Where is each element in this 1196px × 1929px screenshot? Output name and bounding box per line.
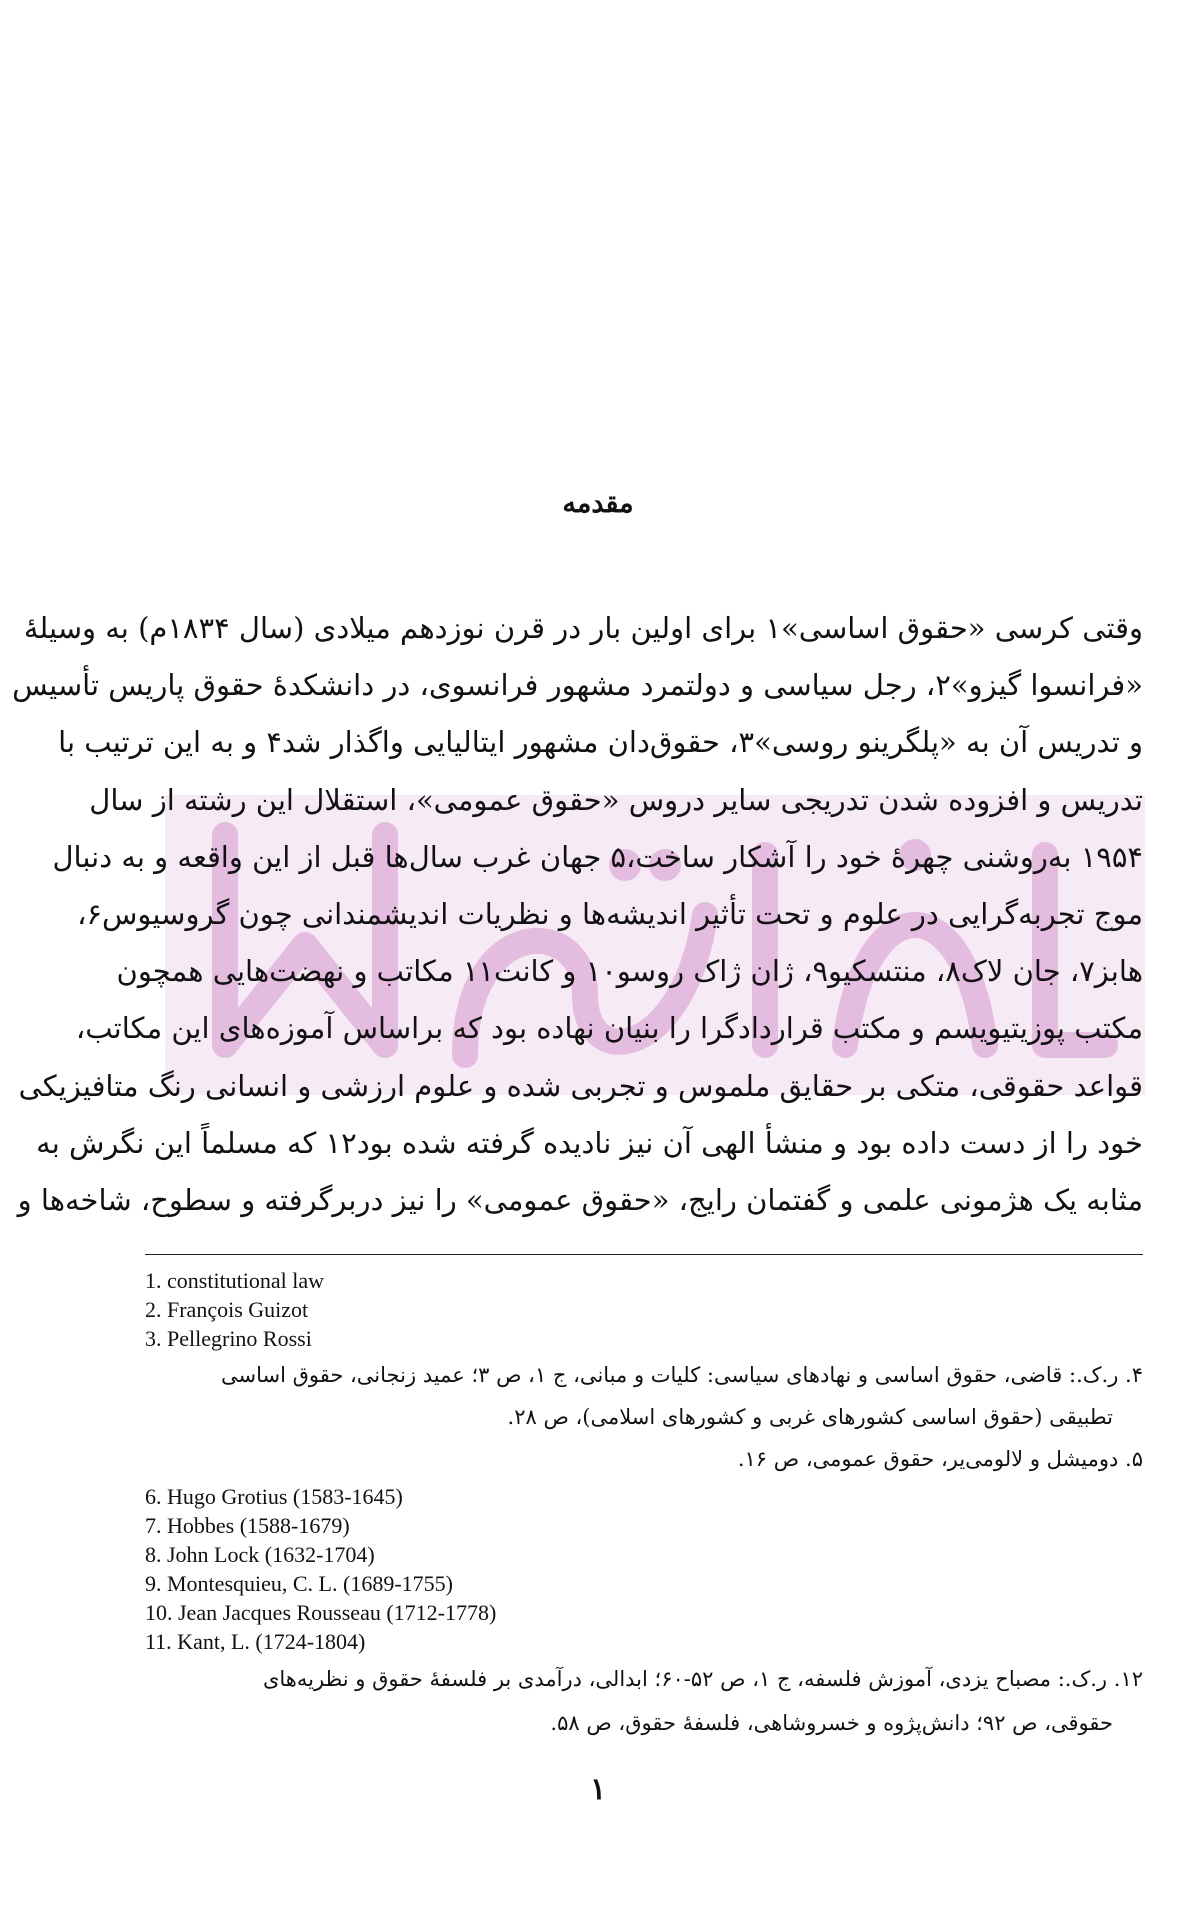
footnote-3: 3. Pellegrino Rossi [145,1326,312,1351]
footnote-separator [145,1254,1143,1255]
body-line: موج تجربه‌گرایی در علوم و تحت تأثیر اندیشه‌ها و نظریات اندیشمندانی چون گروسیوس۶، [77,896,1143,931]
body-line: وقتی کرسی «حقوق اساسی»۱ برای اولین بار در قرن نوزدهم میلادی (سال ۱۸۳۴م) به وسیلهٔ [23,611,1143,645]
body-line: ۱۹۵۴ به‌روشنی چهرهٔ خود را آشکار ساخت،۵ جهان غرب سال‌ها قبل از این واقعه و به دنبال [52,839,1143,874]
body-line: و تدریس آن به «پلگرینو روسی»۳، حقوق‌دان مشهور ایتالیایی واگذار شد۴ و به این ترتیب با [58,725,1143,760]
footnote-1: 1. constitutional law [145,1268,325,1293]
footnote-12: ۱۲. ر.ک.: مصباح یزدی، آموزش فلسفه، ج ۱، ص ۵۲-۶۰؛ ابدالی، درآمدی بر فلسفهٔ حقوق و نظریه‌های [262,1667,1143,1691]
footnote-4-continued: تطبیقی (حقوق اساسی کشورهای غربی و کشورهای اسلامی)، ص ۲۸. [507,1405,1113,1429]
body-line: مکتب پوزیتیویسم و مکتب قراردادگرا را بنیان نهاده بود که براساس آموزه‌های این مکاتب، [75,1011,1143,1046]
footnote-11: 11. Kant, L. (1724-1804) [145,1629,366,1654]
body-line: «فرانسوا گیزو»۲، رجل سیاسی و دولتمرد مشهور فرانسوی، در دانشکدهٔ حقوق پاریس تأسیس [12,668,1143,703]
body-line: قواعد حقوقی، متکی بر حقایق ملموس و تجربی شده و علوم ارزشی و انسانی رنگ متافیزیکی [18,1068,1143,1103]
page-title: مقدمه [562,488,634,519]
footnote-6: 6. Hugo Grotius (1583-1645) [145,1484,403,1509]
body-line: تدریس و افزوده شدن تدریجی سایر دروس «حقوق عمومی»، استقلال این رشته از سال [89,782,1143,817]
body-line: هابز۷، جان لاک۸، منتسکیو۹، ژان ژاک روسو۱۰ و کانت۱۱ مکاتب و نهضت‌هایی همچون [116,954,1143,989]
footnote-9: 9. Montesquieu, C. L. (1689-1755) [145,1571,453,1596]
body-paragraph [12,600,1143,1229]
footnote-7: 7. Hobbes (1588-1679) [145,1513,350,1538]
page-number: ۱ [589,1772,607,1807]
footnote-5: ۵. دومیشل و لالومی‌یر، حقوق عمومی، ص ۱۶. [737,1447,1143,1471]
footnote-10: 10. Jean Jacques Rousseau (1712-1778) [145,1600,497,1625]
footnote-12-continued: حقوقی، ص ۹۲؛ دانش‌پژوه و خسروشاهی، فلسفهٔ حقوق، ص ۵۸. [550,1711,1113,1735]
body-line: مثابه یک هژمونی علمی و گفتمان رایج، «حقوق عمومی» را نیز دربرگرفته و سطوح، شاخه‌ها و [17,1182,1143,1217]
footnote-4: ۴. ر.ک.: قاضی، حقوق اساسی و نهادهای سیاسی: کلیات و مبانی، ج ۱، ص ۳؛ عمید زنجانی، حقوق اساسی [221,1363,1143,1387]
body-line: خود را از دست داده بود و منشأ الهی آن نیز نادیده گرفته شده بود۱۲ که مسلماً این نگرش به [36,1125,1143,1160]
footnote-2: 2. François Guizot [145,1297,309,1322]
footnote-8: 8. John Lock (1632-1704) [145,1542,375,1567]
